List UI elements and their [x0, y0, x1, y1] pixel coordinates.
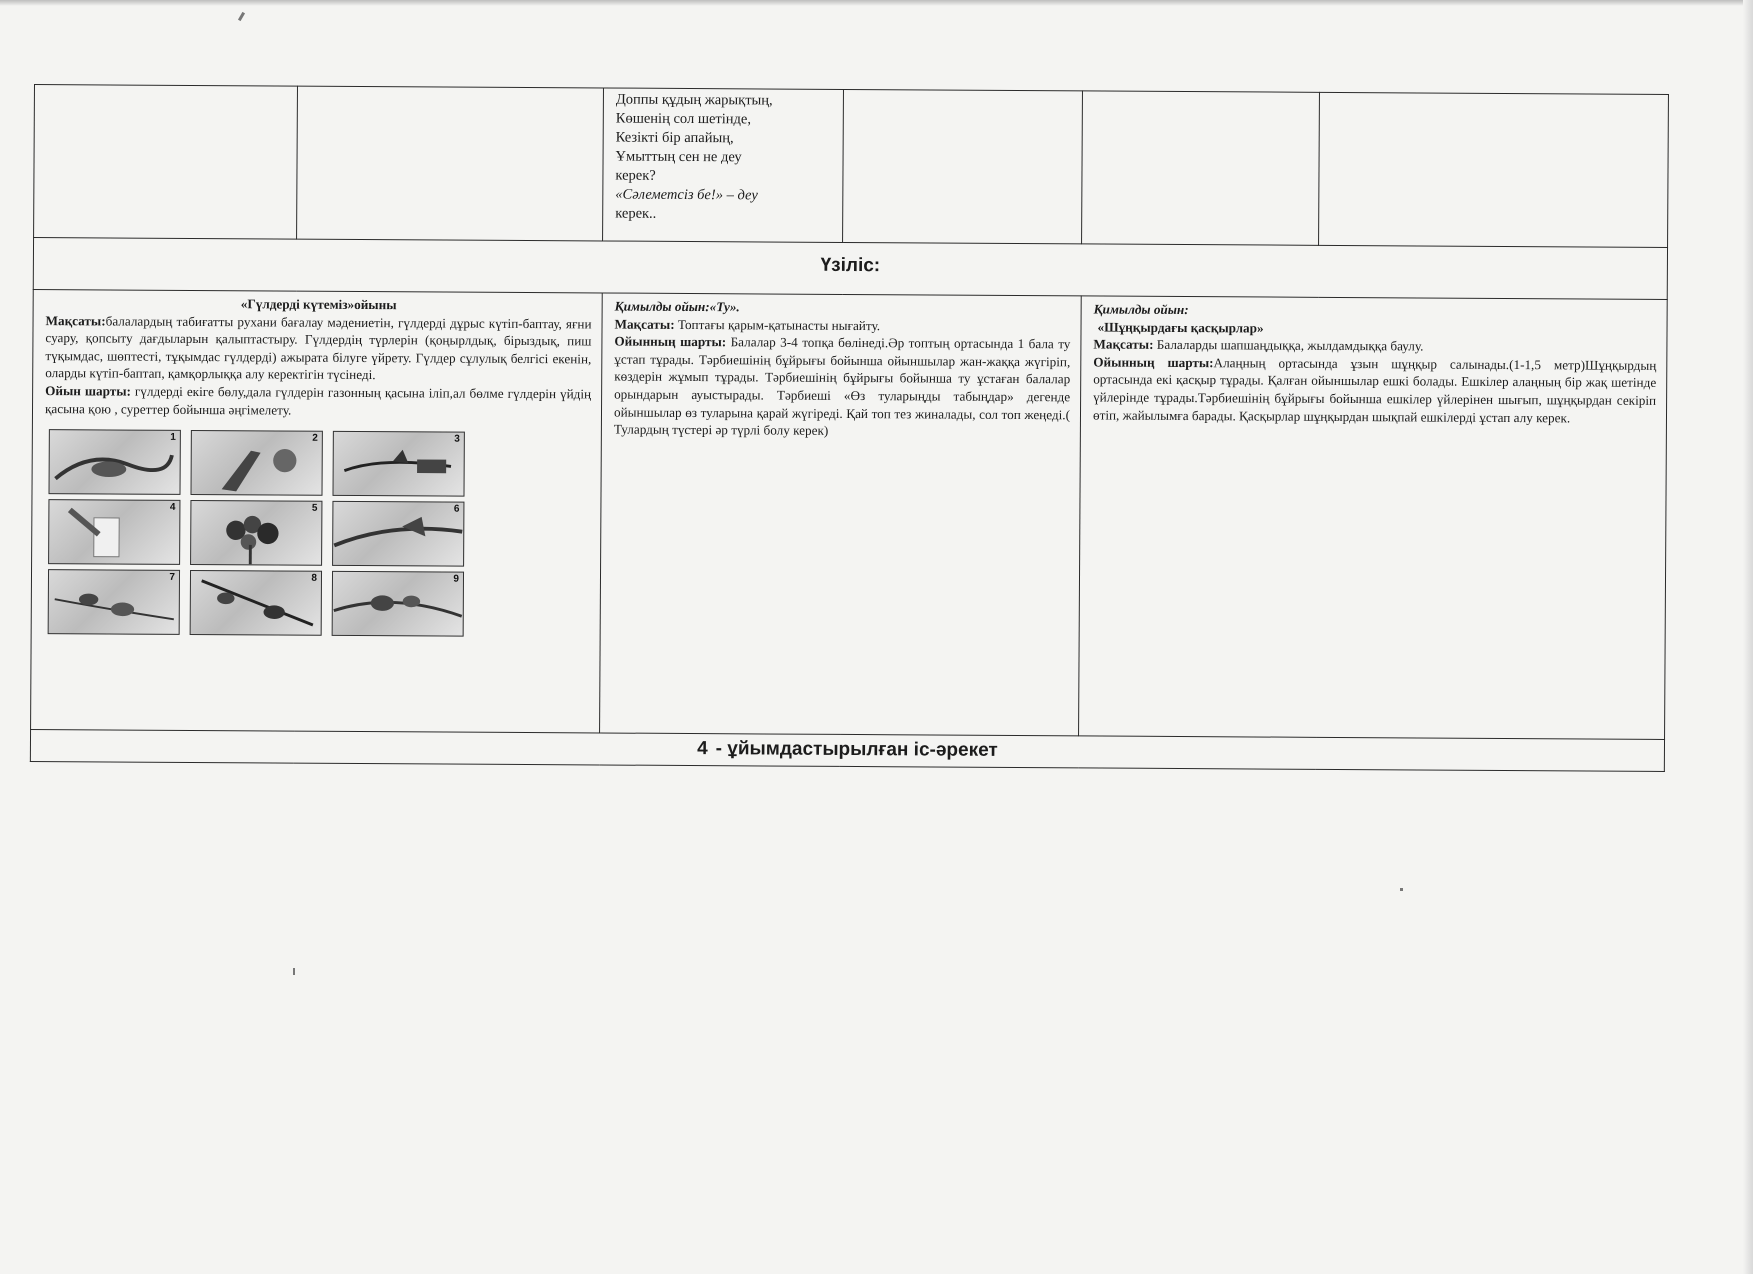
rules-label: Ойынның шарты: — [1093, 354, 1214, 370]
flower-care-photo — [332, 501, 464, 567]
flower-game-title: «Гүлдерді күтеміз»ойыны — [240, 296, 397, 313]
photo-number: 9 — [453, 573, 460, 585]
goal-label: Мақсаты: — [614, 316, 675, 332]
flower-game-text — [33, 290, 602, 427]
table-cell — [1319, 92, 1669, 247]
goal-text: Балаларды шапшаңдыққа, жылдамдыққа баулу. — [1156, 337, 1424, 354]
wolves-game-subtitle: «Шұңқырдағы қасқырлар» — [1097, 319, 1264, 336]
goal-text: балалардың табиғатты рухани бағалау мәдениетін, гүлдерді дұрыс күтіп-баптау, яғни суару, қопсыту дағдыларын қалыптастыру. Гүлдердің түрлерін (қоңырлдық, бірыздық, пиш түқымдас, шөптесті, тұқымдас гүлдерді) ажырата білуге үйрету. Гүлдер сұлулық белгісі екенін, оларды күтіп-баптап, қамқорлыққа алу керектігін түсінеді. — [45, 313, 592, 383]
scan-shadow-top — [0, 0, 1753, 6]
wolves-game-text — [1081, 296, 1667, 433]
flower-care-photo — [48, 499, 180, 565]
break-label: Үзіліс: — [820, 254, 881, 277]
poem-line: керек.. — [615, 205, 657, 222]
poem-line: керек? — [615, 167, 656, 184]
flower-care-photo — [332, 571, 464, 637]
rules-label: Ойын шарты: — [45, 383, 131, 399]
flower-care-photo — [190, 430, 322, 496]
scan-speck — [1400, 888, 1403, 891]
flower-care-photo — [332, 431, 464, 497]
photo-number: 3 — [454, 433, 460, 445]
flower-care-photo — [48, 569, 180, 635]
photo-number: 4 — [169, 501, 176, 514]
table-cell — [34, 85, 298, 240]
table-cell — [297, 86, 604, 241]
poem-line: Кезікті бір апайың, — [615, 129, 734, 147]
activity-label: - ұйымдастырылған іс-әрекет — [715, 738, 998, 761]
goal-label: Мақсаты: — [1093, 336, 1154, 353]
photo-number: 2 — [312, 432, 318, 444]
scan-speck — [238, 12, 245, 21]
photo-number: 1 — [170, 431, 176, 444]
rules-text: Алаңның ортасында ұзын шұңқыр салынады.(1-1,5 метр)Шұңқырдың ортасында екі қасқыр тұрады. Қалған ойыншылар ешкі болады. Ешкілер алаңның бір жақ шетінде үйлерінде тұрады.Тәрбиешінің бұйрығы бойынша ешкілер үйлерінен шығып, шұңқырдан секіріп өтіп, жайылымға барады. Қасқырлар шұңқырдан шықпай ешкілерді ұстап алу керек. — [1092, 354, 1657, 425]
flower-care-photo — [190, 500, 322, 566]
flower-care-photo — [190, 570, 322, 636]
table-cell — [1082, 91, 1320, 245]
poem-line: Ұмыттың сен не деу — [615, 148, 742, 166]
greeting-poem — [603, 88, 843, 226]
photo-number: 7 — [169, 571, 176, 584]
flag-game-title: Қимылды ойын:«Ту». — [614, 298, 740, 315]
photo-number: 8 — [311, 572, 318, 584]
greeting-poem-cell — [603, 88, 844, 242]
poem-line: «Сәлеметсіз бе!» – деу — [615, 186, 758, 204]
photo-number: 5 — [311, 502, 318, 514]
scan-shadow-right — [1743, 0, 1753, 1274]
flag-game-cell — [600, 293, 1082, 736]
wolves-game-title: Қимылды ойын: — [1093, 301, 1189, 318]
goal-label: Мақсаты: — [45, 312, 106, 329]
poem-line: Доппы құдың жарықтың, — [615, 91, 773, 109]
table-cell — [843, 89, 1083, 243]
photo-number: 6 — [453, 503, 460, 515]
poem-line: Көшенің сол шетінде, — [615, 110, 752, 128]
wolves-game-cell — [1079, 296, 1668, 740]
flower-care-photo-grid — [48, 429, 601, 637]
rules-text: гүлдерді екіге бөлу,дала гүлдерін газонның қасына іліп,ал бөлме гүлдерін үйдің қасына қою , суреттер бойынша әңгімелету. — [44, 383, 592, 418]
rules-label: Ойынның шарты: — [614, 333, 727, 350]
schedule-sheet — [30, 84, 1668, 772]
schedule-table — [30, 84, 1669, 772]
flower-care-photo — [48, 429, 180, 495]
goal-text: Топтағы қарым-қатынасты нығайту. — [677, 316, 881, 333]
rules-text: Балалар 3-4 топқа бөлінеді.Әр топтың ортасында 1 бала ту ұстап тұрады. Тәрбиешінің бұйрығы бойынша ойыншылар жан-жаққа жүгіріп, көздерін жұмып тұрады. Тәрбиешінің бұйрығы бойынша ту ұстаған балалар орындарын ауыстырады. Тәрбиеші «Өз туларыңды табыңдар» дегенде ойыншылар өз туларына қарай жүгіреді. Қай топ тез жиналады, сол топ жеңеді.( Тулардың түстері әр түрлі болу керек) — [613, 334, 1071, 439]
table-row — [34, 85, 1669, 248]
flower-game-cell — [31, 289, 603, 732]
activity-number: 4 — [697, 738, 708, 760]
flag-game-text — [602, 293, 1081, 447]
games-row — [31, 289, 1668, 739]
scan-speck — [293, 968, 295, 975]
